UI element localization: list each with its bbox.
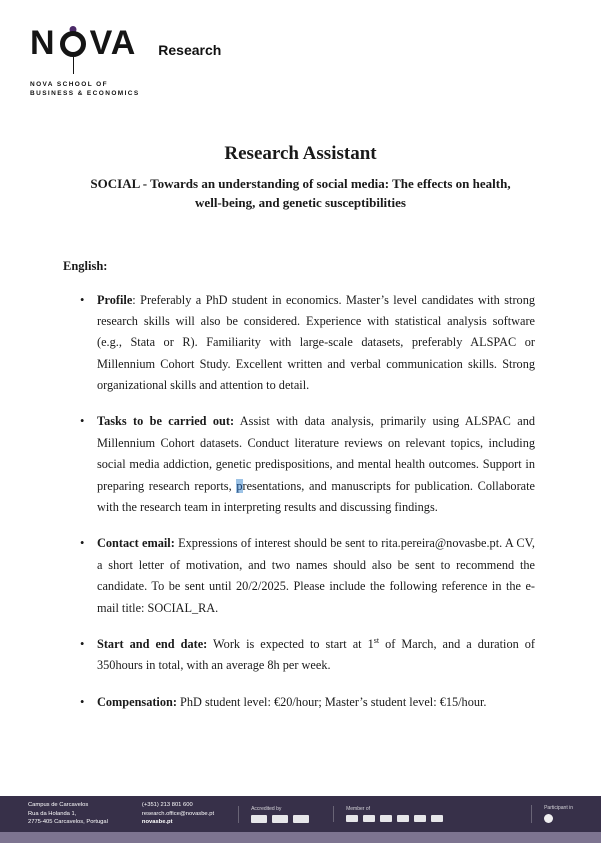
participant-in-label: Participant in bbox=[544, 805, 573, 811]
highlighted-character: p bbox=[236, 478, 243, 493]
nova-logo-o-icon bbox=[60, 30, 86, 56]
membership-logo-icon bbox=[397, 815, 409, 822]
nova-logo-letter-n: N bbox=[30, 24, 56, 62]
dates-text-before: Work is expected to start at 1 bbox=[207, 637, 374, 651]
list-item-dates bbox=[78, 634, 535, 677]
footer bbox=[0, 796, 601, 832]
nova-logo-letters-va: VA bbox=[89, 24, 137, 62]
job-description bbox=[0, 259, 601, 714]
school-name-line1: NOVA SCHOOL OF bbox=[30, 81, 108, 88]
address-line: Rua da Holanda 1, bbox=[28, 810, 77, 817]
page-title: Research Assistant bbox=[224, 142, 377, 164]
footer-address bbox=[28, 801, 108, 828]
list-item-compensation bbox=[78, 692, 535, 713]
participant-logos bbox=[544, 814, 573, 823]
list-item-tasks bbox=[78, 411, 535, 518]
tasks-text-after: resentations, and manuscripts for publication. Collaborate with the research team in interpreting results and discussing findings. bbox=[97, 478, 535, 515]
membership-logo-icon bbox=[380, 815, 392, 822]
tasks-label: Tasks to be carried out: bbox=[97, 414, 235, 429]
nova-logo bbox=[30, 26, 136, 60]
profile-text: : Preferably a PhD student in economics. Master’s level candidates with strong research skills will also be considered. Experience with statistical analysis software (e.g., Stata or R). Familiarity with large-scale datasets, preferably ALSPAC or Millennium Cohort Study. Excellent written and verbal communication skills. Strong organizational skills and attention to detail. bbox=[97, 292, 535, 393]
footer-contact bbox=[142, 801, 214, 828]
job-details-list bbox=[63, 290, 535, 714]
participant-logo-icon bbox=[544, 814, 553, 823]
member-of-group bbox=[333, 806, 443, 822]
accreditation-logo-icon bbox=[293, 815, 309, 823]
footer-email: research.office@novasbe.pt bbox=[141, 810, 215, 817]
contact-label: Contact email: bbox=[97, 536, 175, 551]
member-of-label: Member of bbox=[346, 806, 370, 812]
accredited-by-label: Accredited by bbox=[251, 805, 282, 812]
contact-text: Expressions of interest should be sent to rita.pereira@novasbe.pt. A CV, a short letter of motivation, and two names should also be sent to recommend the candidate. To be sent until 20/2/2025. Please include the following reference in the e-mail title: SOCIAL_RA. bbox=[97, 536, 535, 615]
footer-website: novasbe.pt bbox=[141, 819, 173, 826]
compensation-text: PhD student level: €20/hour; Master’s student level: €15/hour. bbox=[176, 694, 487, 709]
nova-logo-stem-icon bbox=[73, 57, 74, 74]
project-subtitle: SOCIAL - Towards an understanding of social media: The effects on health, well-being, and genetic susceptibilities bbox=[90, 175, 511, 210]
tasks-text-before: Assist with data analysis, primarily using ALSPAC and Millennium Cohort datasets. Conduct literature reviews on relevant topics, including social media addiction, genetic predispositions, and mental health outcomes. Support in preparing research reports, bbox=[97, 414, 535, 493]
school-name-line2: BUSINESS & ECONOMICS bbox=[30, 90, 140, 98]
address-line: Campus de Carcavelos bbox=[28, 801, 89, 808]
dates-label: Start and end date: bbox=[97, 637, 208, 651]
accreditation-logo-icon bbox=[251, 815, 267, 823]
list-item-profile bbox=[78, 290, 535, 397]
membership-logos bbox=[346, 815, 443, 822]
membership-logo-icon bbox=[346, 815, 358, 822]
footer-phone: (+351) 213 801 600 bbox=[141, 801, 193, 808]
address-line: 2775-405 Carcavelos, Portugal bbox=[28, 819, 108, 826]
footer-accent-strip bbox=[0, 832, 601, 843]
list-item-contact bbox=[78, 533, 535, 619]
language-section-label: English: bbox=[63, 258, 108, 273]
school-name bbox=[30, 80, 601, 99]
accreditation-logo-icon bbox=[272, 815, 288, 823]
accredited-by-group bbox=[238, 806, 309, 823]
membership-logo-icon bbox=[363, 815, 375, 822]
nova-logo-ring-icon bbox=[60, 31, 86, 57]
membership-logo-icon bbox=[431, 815, 443, 822]
participant-in-group bbox=[531, 805, 573, 823]
accreditation-logos bbox=[251, 815, 309, 823]
membership-logo-icon bbox=[414, 815, 426, 822]
research-division-label: Research bbox=[158, 42, 222, 58]
ordinal-suffix: st bbox=[373, 635, 380, 645]
compensation-label: Compensation: bbox=[97, 694, 177, 709]
profile-label: Profile bbox=[97, 292, 133, 307]
dates-text-after: of March, and a duration of 350hours in total, with an average 8h per week. bbox=[97, 637, 535, 673]
header bbox=[0, 0, 601, 99]
